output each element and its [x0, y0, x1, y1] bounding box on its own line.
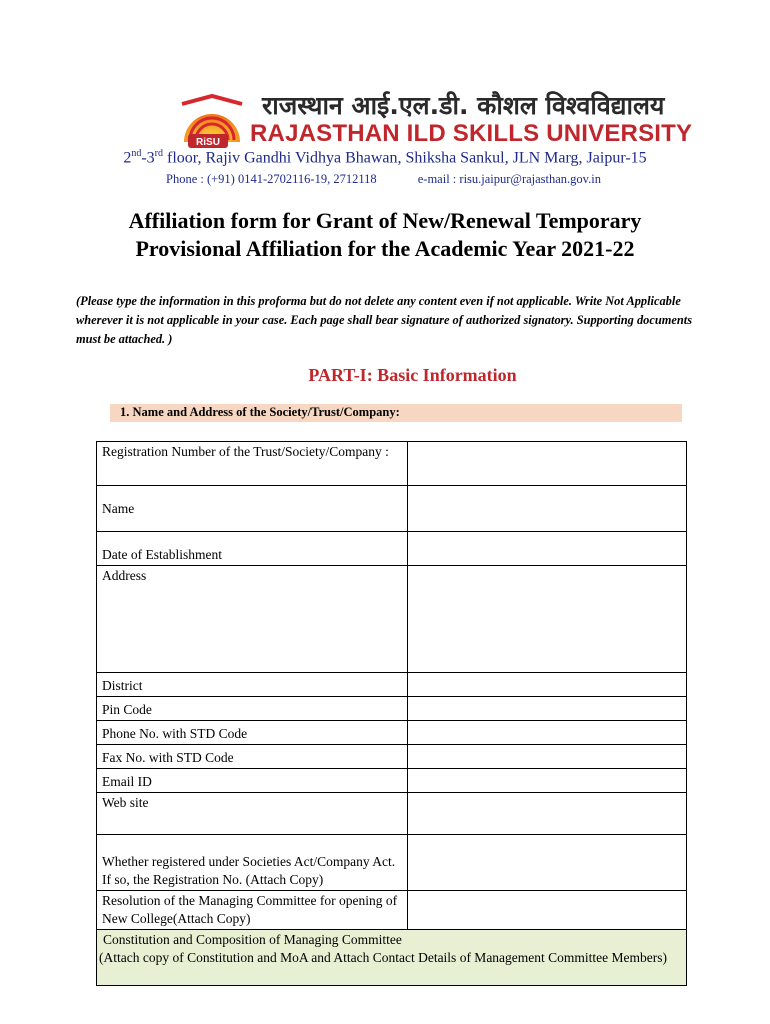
- university-name-english: RAJASTHAN ILD SKILLS UNIVERSITY: [250, 120, 693, 147]
- field-label: District: [97, 673, 408, 697]
- university-name-hindi: राजस्थान आई.एल.डी. कौशल विश्वविद्यालय: [262, 91, 665, 120]
- table-row: [97, 486, 687, 532]
- field-label: Address: [97, 566, 408, 673]
- university-logo: [178, 90, 246, 156]
- constitution-row: [97, 930, 687, 986]
- table-row: [97, 697, 687, 721]
- field-value[interactable]: [408, 486, 687, 532]
- table-row: [97, 835, 687, 891]
- email-address: e-mail : risu.jaipur@rajasthan.gov.in: [417, 172, 601, 186]
- field-value[interactable]: [408, 673, 687, 697]
- logo-text: RiSU: [196, 137, 220, 148]
- basic-information-table: [96, 441, 687, 986]
- instructions-note: (Please type the information in this proforma but do not delete any content even if not applicable. Write Not Applicable wherever it is not applicable in your case. Each page shall bear signature of authorized signatory. Supporting documents must be attached. ): [76, 294, 693, 346]
- field-label: Resolution of the Managing Committee for opening of New College(Attach Copy): [97, 891, 408, 930]
- table-row: [97, 745, 687, 769]
- field-value[interactable]: [408, 697, 687, 721]
- constitution-instructions: (Attach copy of Constitution and MoA and Attach Contact Details of Management Committee Members): [99, 950, 668, 965]
- field-value[interactable]: [408, 769, 687, 793]
- field-label: Whether registered under Societies Act/Company Act. If so, the Registration No. (Attach Copy): [97, 835, 408, 891]
- table-row: [97, 442, 687, 486]
- field-label: Date of Establishment: [97, 532, 408, 566]
- field-label: Web site: [97, 793, 408, 835]
- field-label: Email ID: [97, 769, 408, 793]
- field-value[interactable]: [408, 566, 687, 673]
- field-value[interactable]: [408, 532, 687, 566]
- constitution-title: Constitution and Composition of Managing Committee: [103, 932, 402, 947]
- field-label: Fax No. with STD Code: [97, 745, 408, 769]
- university-address: 2nd-3rd floor, Rajiv Gandhi Vidhya Bhawan, Shiksha Sankul, JLN Marg, Jaipur-15: [123, 148, 647, 167]
- field-label: Pin Code: [97, 697, 408, 721]
- table-row: [97, 532, 687, 566]
- field-value[interactable]: [408, 442, 687, 486]
- table-row: [97, 930, 687, 986]
- form-title: Affiliation form for Grant of New/Renewal Temporary Provisional Affiliation for the Academic Year 2021-22: [128, 208, 642, 261]
- field-value[interactable]: [408, 793, 687, 835]
- table-row: [97, 673, 687, 697]
- table-row: [97, 891, 687, 930]
- field-label: Phone No. with STD Code: [97, 721, 408, 745]
- field-value[interactable]: [408, 891, 687, 930]
- table-row: [97, 793, 687, 835]
- field-value[interactable]: [408, 745, 687, 769]
- section-heading: 1. Name and Address of the Society/Trust/Company:: [120, 405, 400, 419]
- phone-number: Phone : (+91) 0141-2702116-19, 2712118: [166, 172, 377, 186]
- contact-details: [166, 172, 601, 187]
- field-label: Registration Number of the Trust/Society/Company :: [97, 442, 408, 486]
- field-value[interactable]: [408, 721, 687, 745]
- table-row: [97, 769, 687, 793]
- table-row: [97, 721, 687, 745]
- part-title: PART-I: Basic Information: [308, 365, 517, 385]
- table-row: [97, 566, 687, 673]
- field-value[interactable]: [408, 835, 687, 891]
- field-label: Name: [97, 486, 408, 532]
